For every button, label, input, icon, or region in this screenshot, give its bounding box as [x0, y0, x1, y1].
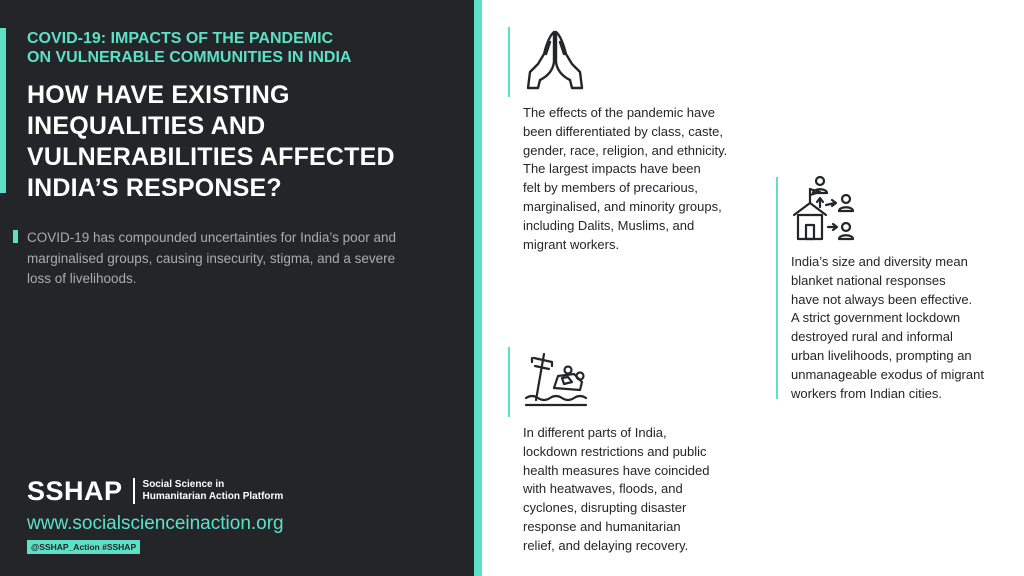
card-line: relief, and delaying recovery. [523, 537, 689, 553]
headline-line: VULNERABILITIES AFFECTED [27, 143, 395, 171]
brand-subtitle-line: Humanitarian Action Platform [142, 491, 284, 502]
praying-hands-icon [524, 28, 586, 92]
headline-line: INDIA’S RESPONSE? [27, 174, 282, 202]
headline-line: INEQUALITIES AND [27, 112, 266, 140]
card-line: with heatwaves, floods, and [523, 481, 683, 497]
brand-divider [133, 478, 135, 504]
card-line: been differentiated by class, caste, [523, 123, 723, 139]
title-accent-bar [0, 28, 6, 193]
card-text-national-response [791, 253, 1016, 403]
card-line: gender, race, religion, and ethnicity. [523, 142, 728, 158]
card-text-inequalities [523, 104, 758, 254]
accent-strip [474, 0, 482, 576]
card-line: unmanageable exodus of migrant [791, 366, 984, 382]
card-line: In different parts of India, [523, 425, 667, 440]
intro-line: loss of livelihoods. [27, 271, 137, 286]
intro-accent-mark [13, 230, 18, 243]
card-line: marginalised, and minority groups, [523, 198, 722, 214]
website-link[interactable]: www.socialscienceinaction.org [27, 513, 284, 534]
card-line: A strict government lockdown [791, 310, 961, 326]
card-line: urban livelihoods, prompting an [791, 347, 972, 363]
brand-subtitle [143, 479, 313, 503]
kicker-line-1: COVID-19: IMPACTS OF THE PANDEMIC [27, 30, 334, 47]
migration-house-people-icon [790, 175, 858, 243]
card-line: have not always been effective. [791, 291, 973, 307]
kicker-line-2: ON VULNERABLE COMMUNITIES IN INDIA [27, 49, 352, 66]
intro-line: COVID-19 has compounded uncertainties for India’s poor and [27, 230, 396, 245]
card-line: cyclones, disrupting disaster [523, 500, 687, 516]
card-line: workers from Indian cities. [791, 385, 942, 401]
card-line: The largest impacts have been [523, 161, 701, 177]
card-accent-line [508, 347, 510, 417]
card-line: The effects of the pandemic have [523, 105, 715, 120]
card-line: India’s size and diversity mean [791, 254, 968, 269]
card-line: migrant workers. [523, 236, 620, 252]
headline-line: HOW HAVE EXISTING [27, 81, 290, 109]
brand-logo [27, 476, 313, 506]
kicker-title [27, 29, 447, 67]
brand-subtitle-line: Social Science in [142, 479, 225, 490]
page-title [27, 80, 457, 204]
intro-text [27, 228, 437, 290]
social-handle-badge: @SSHAP_Action #SSHAP [27, 540, 140, 554]
brand-name: SSHAP [27, 475, 123, 506]
card-line: destroyed rural and informal [791, 329, 953, 345]
card-accent-line [776, 177, 778, 399]
card-line: health measures have coincided [523, 462, 710, 478]
intro-line: marginalised groups, causing insecurity, stigma, and a severe [27, 250, 396, 266]
card-line: lockdown restrictions and public [523, 443, 707, 459]
card-text-disasters [523, 424, 758, 556]
card-line: including Dalits, Muslims, and [523, 217, 695, 233]
card-line: felt by members of precarious, [523, 180, 698, 196]
card-accent-line [508, 27, 510, 97]
card-line: response and humanitarian [523, 518, 681, 534]
card-line: blanket national responses [791, 272, 946, 288]
flood-disaster-icon [522, 348, 590, 408]
